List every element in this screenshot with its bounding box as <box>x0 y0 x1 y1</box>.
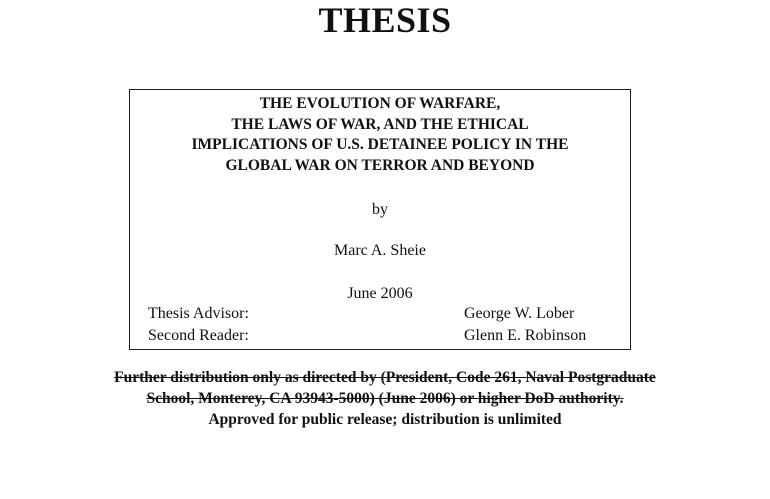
title-line: GLOBAL WAR ON TERROR AND BEYOND <box>225 156 535 174</box>
title-line: THE LAWS OF WAR, AND THE ETHICAL <box>231 115 529 133</box>
title-block <box>129 89 631 350</box>
title-line: IMPLICATIONS OF U.S. DETAINEE POLICY IN THE <box>191 136 569 153</box>
role-label: Thesis Advisor: <box>148 305 249 322</box>
struck-distribution-line: Further distribution only as directed by (President, Code 261, Naval Postgraduate <box>114 369 656 386</box>
role-label: Second Reader: <box>148 327 249 344</box>
title-line: THE EVOLUTION OF WARFARE, <box>259 95 501 112</box>
thesis-title <box>130 94 630 176</box>
by-label: by <box>372 201 388 218</box>
thesis-heading: THESIS <box>318 0 452 40</box>
role-name: George W. Lober <box>464 305 575 322</box>
role-name: Glenn E. Robinson <box>464 327 587 344</box>
distribution-statement: Approved for public release; distribution is unlimited <box>208 411 562 428</box>
author-name: Marc A. Sheie <box>334 242 426 259</box>
thesis-date: June 2006 <box>347 285 413 302</box>
struck-distribution-line: School, Monterey, CA 93943-5000) (June 2006) or higher DoD authority. <box>146 390 624 407</box>
